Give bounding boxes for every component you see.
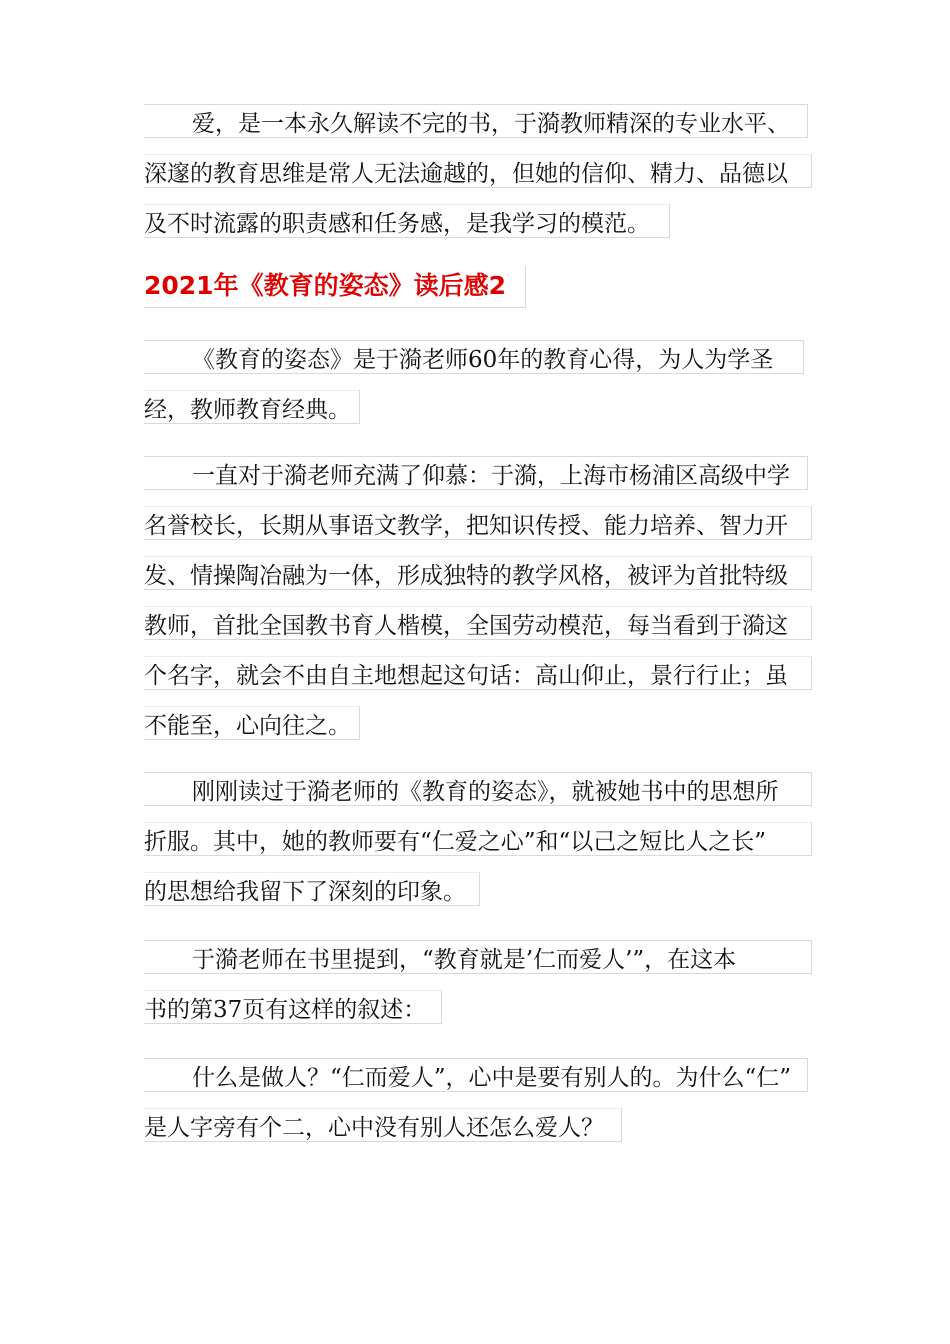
section-heading: 2021年《教育的姿态》读后感2 <box>144 266 526 308</box>
paragraph-1-line-3: 及不时流露的职责感和任务感，是我学习的模范。 <box>144 204 670 238</box>
paragraph-3-line-6: 不能至，心向往之。 <box>144 706 360 740</box>
paragraph-4-line-2: 折服。其中，她的教师要有“仁爱之心”和“以己之短比人之长” <box>144 822 812 856</box>
paragraph-2-line-2: 经，教师教育经典。 <box>144 390 360 424</box>
paragraph-3-line-3: 发、情操陶冶融为一体，形成独特的教学风格，被评为首批特级 <box>144 556 812 590</box>
paragraph-1-line-1: 爱，是一本永久解读不完的书，于漪教师精深的专业水平、 <box>144 104 808 138</box>
paragraph-5-line-1: 于漪老师在书里提到，“教育就是’仁而爱人’”，在这本 <box>144 940 812 974</box>
paragraph-3-line-4: 教师，首批全国教书育人楷模，全国劳动模范，每当看到于漪这 <box>144 606 812 640</box>
paragraph-3-line-1: 一直对于漪老师充满了仰慕：于漪，上海市杨浦区高级中学 <box>144 456 808 490</box>
paragraph-1-line-2: 深邃的教育思维是常人无法逾越的，但她的信仰、精力、品德以 <box>144 154 812 188</box>
paragraph-6-line-2: 是人字旁有个二，心中没有别人还怎么爱人？ <box>144 1108 622 1142</box>
paragraph-3-line-5: 个名字，就会不由自主地想起这句话：高山仰止，景行行止；虽 <box>144 656 812 690</box>
paragraph-6-line-1: 什么是做人？“仁而爱人”，心中是要有别人的。为什么“仁” <box>144 1058 808 1092</box>
paragraph-3-line-2: 名誉校长，长期从事语文教学，把知识传授、能力培养、智力开 <box>144 506 812 540</box>
paragraph-5-line-2: 书的第37页有这样的叙述： <box>144 990 442 1024</box>
paragraph-4-line-3: 的思想给我留下了深刻的印象。 <box>144 872 480 906</box>
paragraph-2-line-1: 《教育的姿态》是于漪老师60年的教育心得，为人为学圣 <box>144 340 804 374</box>
paragraph-4-line-1: 刚刚读过于漪老师的《教育的姿态》，就被她书中的思想所 <box>144 772 812 806</box>
